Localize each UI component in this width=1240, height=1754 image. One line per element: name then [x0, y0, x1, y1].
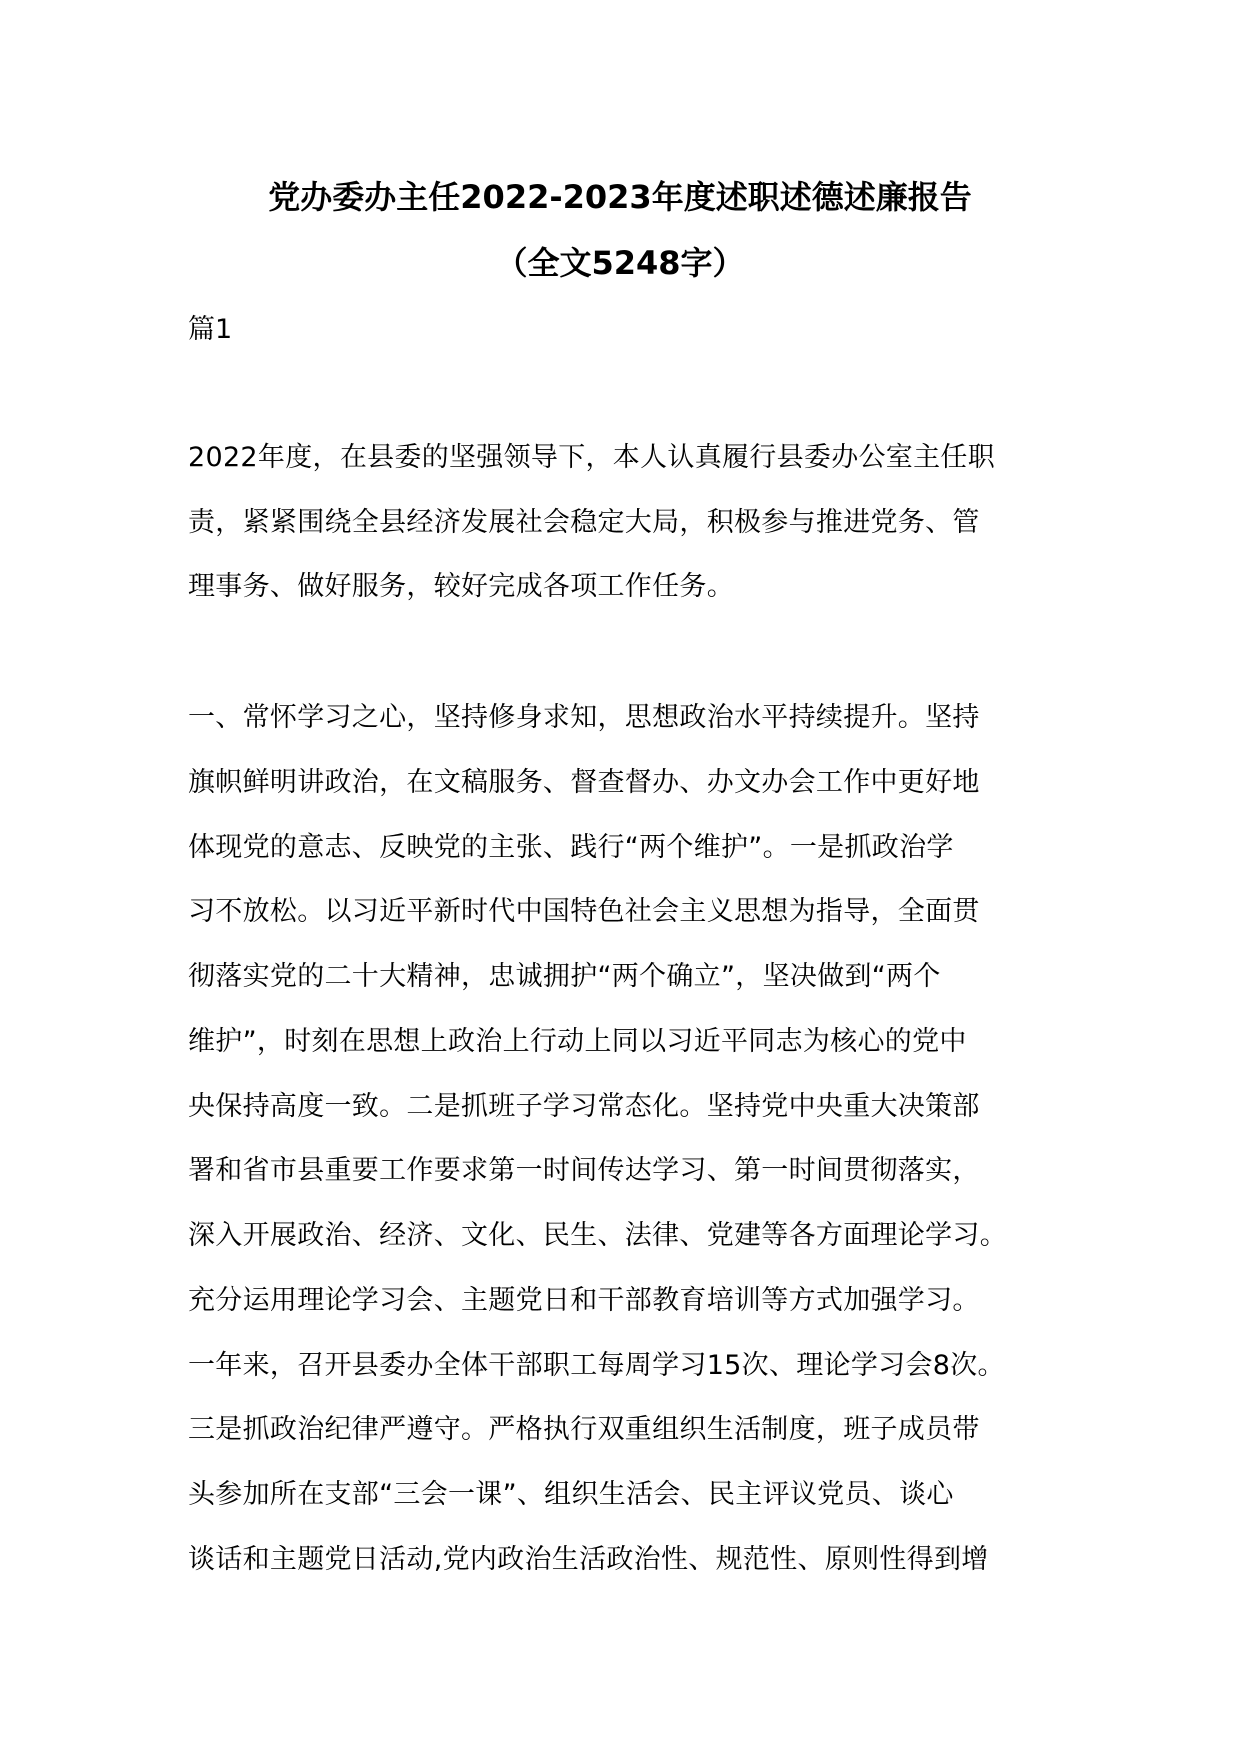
paragraph-line: 习不放松。以习近平新时代中国特色社会主义思想为指导，全面贯 — [188, 896, 980, 928]
paragraph-line: 彻落实党的二十大精神，忠诚拥护“两个确立”，坚决做到“两个 — [188, 961, 941, 992]
paragraph-line: 理事务、做好服务，较好完成各项工作任务。 — [188, 571, 734, 602]
paragraph-line: 充分运用理论学习会、主题党日和干部教育培训等方式加强学习。 — [188, 1284, 980, 1316]
document-title: 党办委办主任2022-2023年度述职述德述廉报告 — [268, 178, 972, 216]
paragraph-line: 体现党的意志、反映党的主张、践行“两个维护”。一是抓政治学 — [188, 831, 954, 863]
paragraph-line: 2022年度，在县委的坚强领导下，本人认真履行县委办公室主任职 — [188, 442, 996, 473]
paragraph-line: 旗帜鲜明讲政治，在文稿服务、督查督办、办文办会工作中更好地 — [188, 766, 980, 798]
paragraph-line: 谈话和主题党日活动,党内政治生活政治性、规范性、原则性得到增 — [188, 1543, 989, 1575]
paragraph-line: 署和省市县重要工作要求第一时间传达学习、第一时间贯彻落实， — [188, 1155, 980, 1187]
paragraph-line: 三是抓政治纪律严遵守。严格执行双重组织生活制度，班子成员带 — [188, 1414, 980, 1446]
paragraph-line: 一年来，召开县委办全体干部职工每周学习15次、理论学习会8次。 — [188, 1349, 1005, 1381]
paragraph-line: 深入开展政治、经济、文化、民生、法律、党建等各方面理论学习。 — [188, 1220, 1007, 1251]
section-label: 篇1 — [188, 314, 233, 345]
paragraph-intro — [188, 426, 1068, 620]
paragraph-line: 头参加所在支部“三会一课”、组织生活会、民主评议党员、谈心 — [188, 1479, 954, 1510]
paragraph-line: 责，紧紧围绕全县经济发展社会稳定大局，积极参与推进党务、管 — [188, 506, 980, 538]
paragraph-line: 维护”，时刻在思想上政治上行动上同以习近平同志为核心的党中 — [188, 1025, 967, 1057]
paragraph-line: 央保持高度一致。二是抓班子学习常态化。坚持党中央重大决策部 — [188, 1090, 980, 1122]
paragraph-line: 一、常怀学习之心，坚持修身求知，思想政治水平持续提升。坚持 — [188, 702, 980, 733]
document-subtitle: （全文5248字） — [495, 244, 745, 282]
paragraph-section-one — [188, 686, 1068, 1593]
